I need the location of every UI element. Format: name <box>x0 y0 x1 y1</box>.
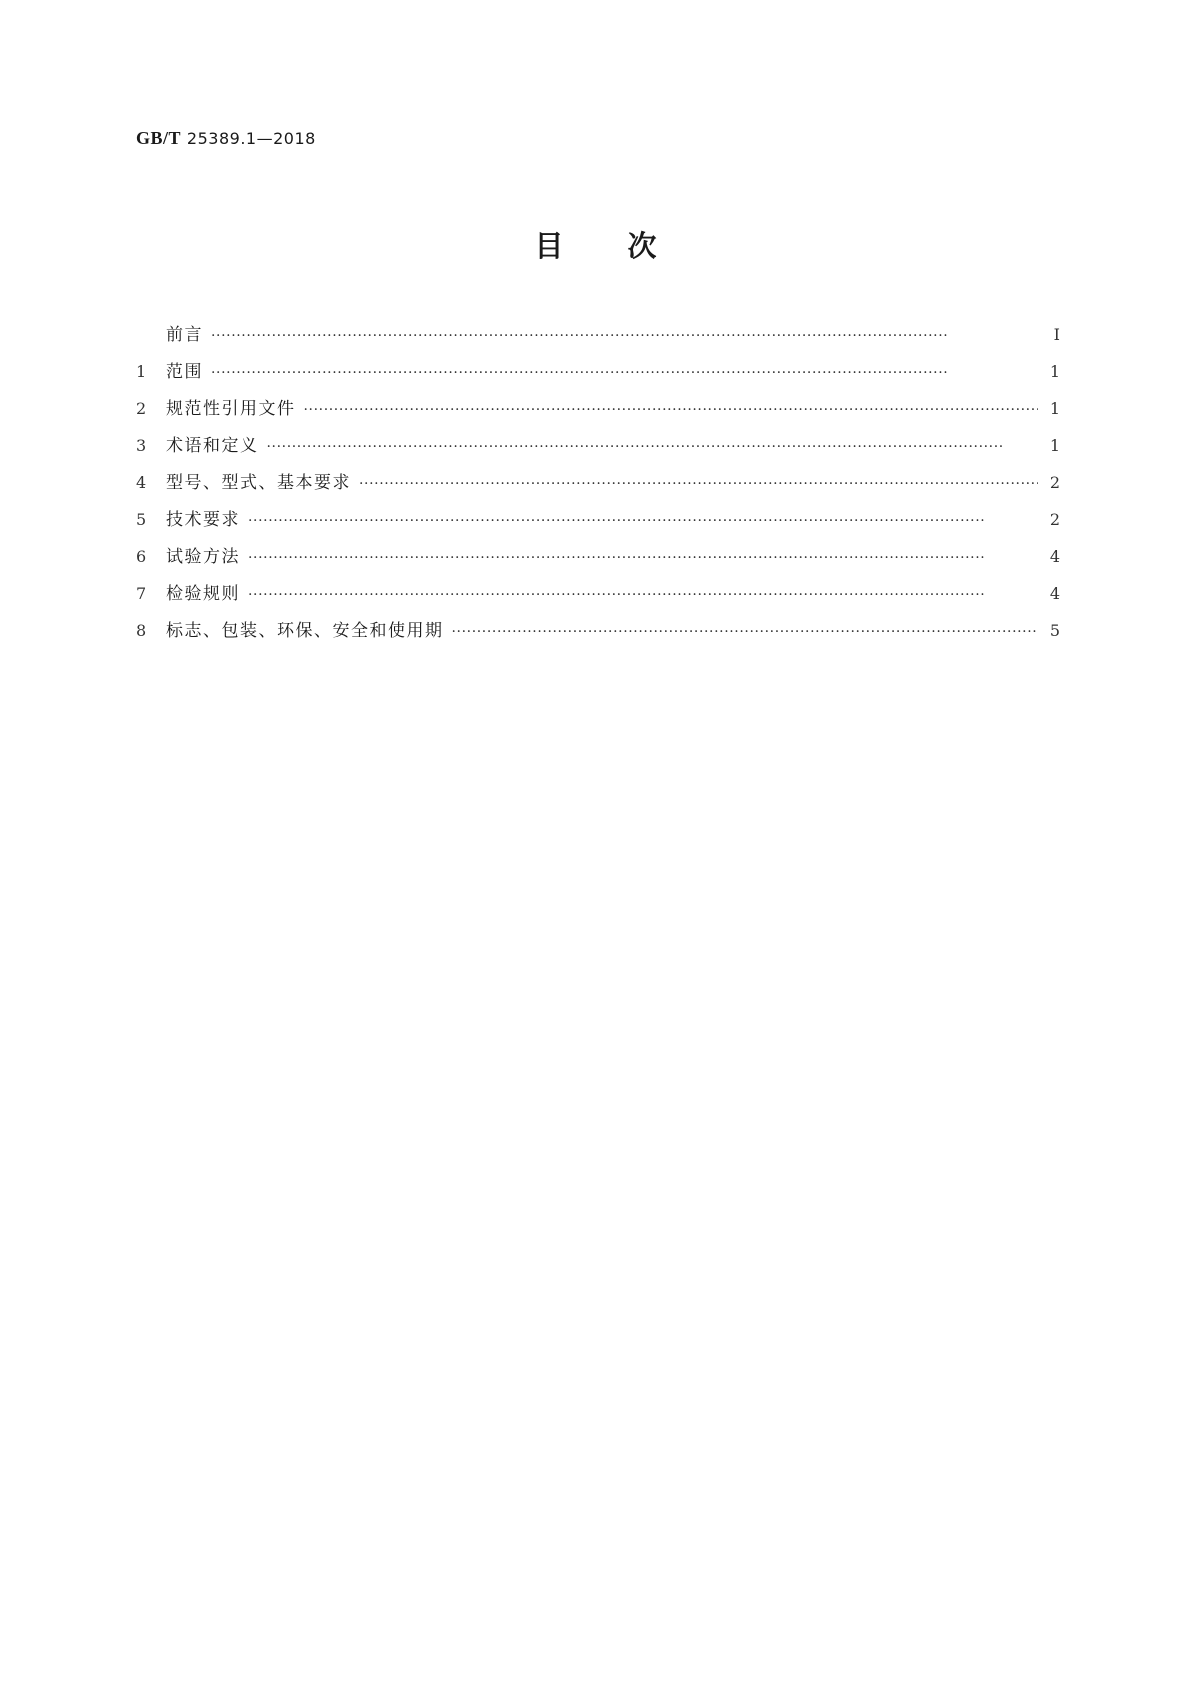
toc-entry-number: 2 <box>136 399 147 418</box>
toc-entry-page: 2 <box>1049 473 1060 492</box>
toc-dot-leader <box>267 435 1039 459</box>
toc-entry-page: 1 <box>1049 399 1060 418</box>
title-char-2: 次 <box>627 229 657 263</box>
toc-entry-4[interactable] <box>136 471 1060 508</box>
toc-dot-leader <box>211 361 1038 385</box>
standard-prefix: GB/T <box>136 128 182 148</box>
toc-entry-6[interactable] <box>136 545 1060 582</box>
toc-entry-number: 5 <box>136 510 147 529</box>
table-of-contents <box>136 323 1060 656</box>
toc-entry-foreword[interactable] <box>136 323 1060 360</box>
toc-entry-number: 7 <box>136 584 147 603</box>
toc-entry-page: 4 <box>1049 547 1060 566</box>
toc-dot-leader <box>248 546 1038 570</box>
toc-entry-page: 1 <box>1049 362 1060 381</box>
toc-entry-number: 6 <box>136 547 147 566</box>
toc-dot-leader <box>248 583 1038 607</box>
toc-entry-label: 试验方法 <box>166 547 240 567</box>
toc-entry-number: 3 <box>136 436 147 455</box>
toc-entry-number: 8 <box>136 621 147 640</box>
toc-entry-page: 5 <box>1049 621 1060 640</box>
toc-entry-1[interactable] <box>136 360 1060 397</box>
toc-dot-leader <box>248 509 1038 533</box>
toc-entry-label: 前言 <box>166 325 203 345</box>
toc-entry-number: 4 <box>136 473 147 492</box>
toc-entry-7[interactable] <box>136 582 1060 619</box>
toc-entry-number: 1 <box>136 362 147 381</box>
toc-entry-page: Ⅰ <box>1053 325 1060 344</box>
toc-entry-5[interactable] <box>136 508 1060 545</box>
toc-entry-label: 规范性引用文件 <box>166 399 296 419</box>
standard-number: 25389.1—2018 <box>186 129 316 148</box>
title-char-1: 目 <box>534 229 564 263</box>
toc-entry-label: 术语和定义 <box>166 436 259 456</box>
toc-entry-page: 4 <box>1049 584 1060 603</box>
toc-entry-page: 1 <box>1049 436 1060 455</box>
toc-entry-label: 型号、型式、基本要求 <box>166 473 351 493</box>
toc-entry-label: 技术要求 <box>166 510 240 530</box>
toc-entry-label: 检验规则 <box>166 584 240 604</box>
toc-dot-leader <box>211 324 1038 348</box>
toc-entry-label: 标志、包装、环保、安全和使用期 <box>166 621 444 641</box>
document-code <box>136 126 316 151</box>
toc-entry-page: 2 <box>1049 510 1060 529</box>
page-title <box>0 226 1191 266</box>
toc-entry-label: 范围 <box>166 362 203 382</box>
toc-dot-leader <box>359 472 1038 496</box>
toc-entry-8[interactable] <box>136 619 1060 656</box>
toc-entry-3[interactable] <box>136 434 1060 471</box>
toc-entry-2[interactable] <box>136 397 1060 434</box>
toc-dot-leader <box>452 620 1039 644</box>
toc-dot-leader <box>304 398 1039 422</box>
